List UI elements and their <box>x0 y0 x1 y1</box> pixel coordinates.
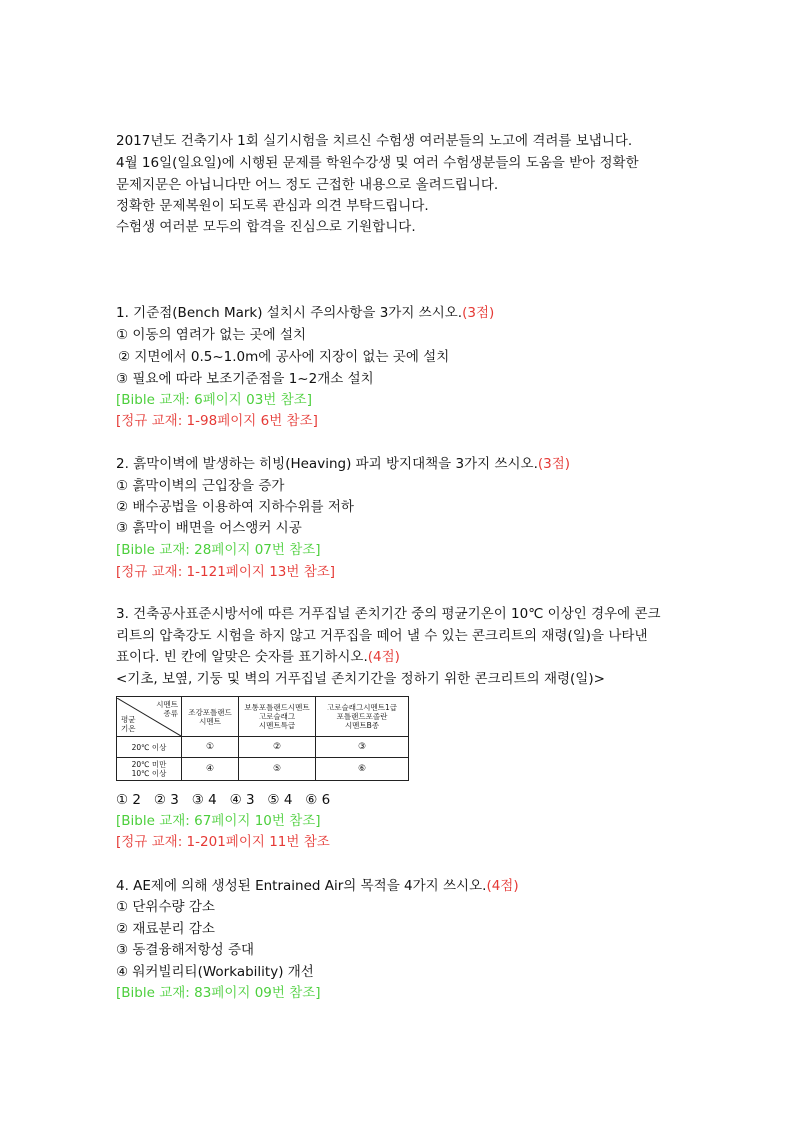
q1-title <box>116 303 494 323</box>
q4-answer-2: ② 재료분리 감소 <box>116 921 215 937</box>
table-cell: ⑥ <box>316 758 409 781</box>
q4-answer-3: ③ 동결융해저항성 증대 <box>116 942 255 958</box>
intro-line-1: 2017년도 건축기사 1회 실기시험을 치르신 수험생 여러분들의 노고에 격려를 보냅니다. <box>116 133 633 149</box>
q1-title-text: 1. 기준점(Bench Mark) 설치시 주의사항을 3가지 쓰시오. <box>116 305 463 321</box>
q1-bible-ref: [Bible 교재: 6페이지 03번 참조] <box>116 392 312 408</box>
q3-table <box>116 696 409 781</box>
q2-bible-ref: [Bible 교재: 28페이지 07번 참조] <box>116 542 321 558</box>
q3-title-line-2: 리트의 압축강도 시험을 하지 않고 거푸집을 떼어 낼 수 있는 콘크리트의 재령(일)을 나타낸 <box>116 628 648 644</box>
table-cell: ② <box>239 737 316 758</box>
corner-bottom-label: 평균 기온 <box>121 714 136 733</box>
q1-answer-2: ② 지면에서 0.5~1.0m에 공사에 지장이 없는 곳에 설치 <box>118 349 450 365</box>
q2-answer-1: ① 흙막이벽의 근입장을 증가 <box>116 478 285 494</box>
intro-line-5: 수험생 여러분 모두의 합격을 진심으로 기원합니다. <box>116 219 416 235</box>
intro-line-3: 문제지문은 아닙니다만 어느 정도 근접한 내용으로 올려드립니다. <box>116 177 499 193</box>
table-header-2: 보통포틀랜드시멘트 고로슬래그 시멘트특급 <box>239 697 316 737</box>
q3-points: (4점) <box>367 649 400 665</box>
q2-answer-2: ② 배수공법을 이용하여 지하수위를 저하 <box>116 499 354 515</box>
table-row-label: 20℃ 이상 <box>117 737 182 758</box>
table-row <box>117 758 409 781</box>
q4-bible-ref: [Bible 교재: 83페이지 09번 참조] <box>116 985 321 1001</box>
q2-answer-3: ③ 흙막이 배면을 어스앵커 시공 <box>116 520 302 536</box>
q2-title <box>116 454 570 474</box>
q2-jeong-ref: [정규 교재: 1-121페이지 13번 참조] <box>116 564 336 580</box>
corner-top-label: 시멘트 종류 <box>156 699 178 718</box>
table-cell: ③ <box>316 737 409 758</box>
q3-table-caption: <기초, 보옆, 기둥 및 벽의 거푸집널 존치기간을 정하기 위한 콘크리트의 재령(일)> <box>116 671 605 687</box>
q1-points: (3점) <box>462 305 495 321</box>
intro-line-2: 4월 16일(일요일)에 시행된 문제를 학원수강생 및 여러 수험생분들의 도움을 받아 정확한 <box>116 155 639 171</box>
q3-answer: ① 2 ② 3 ③ 4 ④ 3 ⑤ 4 ⑥ 6 <box>116 792 331 808</box>
q3-bible-ref: [Bible 교재: 67페이지 10번 참조] <box>116 813 321 829</box>
intro-line-4: 정확한 문제복원이 되도록 관심과 의견 부탁드립니다. <box>116 198 429 214</box>
q3-title-line-3-text: 표이다. 빈 칸에 알맞은 숫자를 표기하시오. <box>116 649 368 665</box>
table-header-row <box>117 697 409 737</box>
q2-points: (3점) <box>537 456 571 472</box>
table-cell: ⑤ <box>239 758 316 781</box>
q4-answer-1: ① 단위수량 감소 <box>116 899 215 915</box>
q1-jeong-ref: [정규 교재: 1-98페이지 6번 참조] <box>116 413 318 429</box>
table-header-3: 고로슬래그시멘트1급 포틀랜드포졸란 시멘트B종 <box>316 697 409 737</box>
q2-title-text: 2. 흙막이벽에 발생하는 히빙(Heaving) 파괴 방지대책을 3가지 쓰시오. <box>116 456 538 472</box>
table-cell: ④ <box>182 758 239 781</box>
q3-title-line-1: 3. 건축공사표준시방서에 따른 거푸집널 존치기간 중의 평균기온이 10℃ 이상인 경우에 콘크 <box>116 606 661 622</box>
q4-answer-4: ④ 워커빌리티(Workability) 개선 <box>116 964 314 980</box>
q3-jeong-ref: [정규 교재: 1-201페이지 11번 참조 <box>116 834 330 850</box>
table-header-1: 조강포틀랜드 시멘트 <box>182 697 239 737</box>
q3-title-line-3 <box>116 647 400 667</box>
q4-title-text: 4. AE제에 의해 생성된 Entrained Air의 목적을 4가지 쓰시오. <box>116 878 487 894</box>
q4-title <box>116 876 519 896</box>
q4-points: (4점) <box>486 878 519 894</box>
table-row <box>117 737 409 758</box>
table-corner-cell <box>117 697 182 737</box>
q1-answer-1: ① 이동의 염려가 없는 곳에 설치 <box>116 327 307 343</box>
table-row-label: 20℃ 미만 10℃ 이상 <box>117 758 182 781</box>
q1-answer-3: ③ 필요에 따라 보조기준점을 1~2개소 설치 <box>116 371 374 387</box>
table-cell: ① <box>182 737 239 758</box>
